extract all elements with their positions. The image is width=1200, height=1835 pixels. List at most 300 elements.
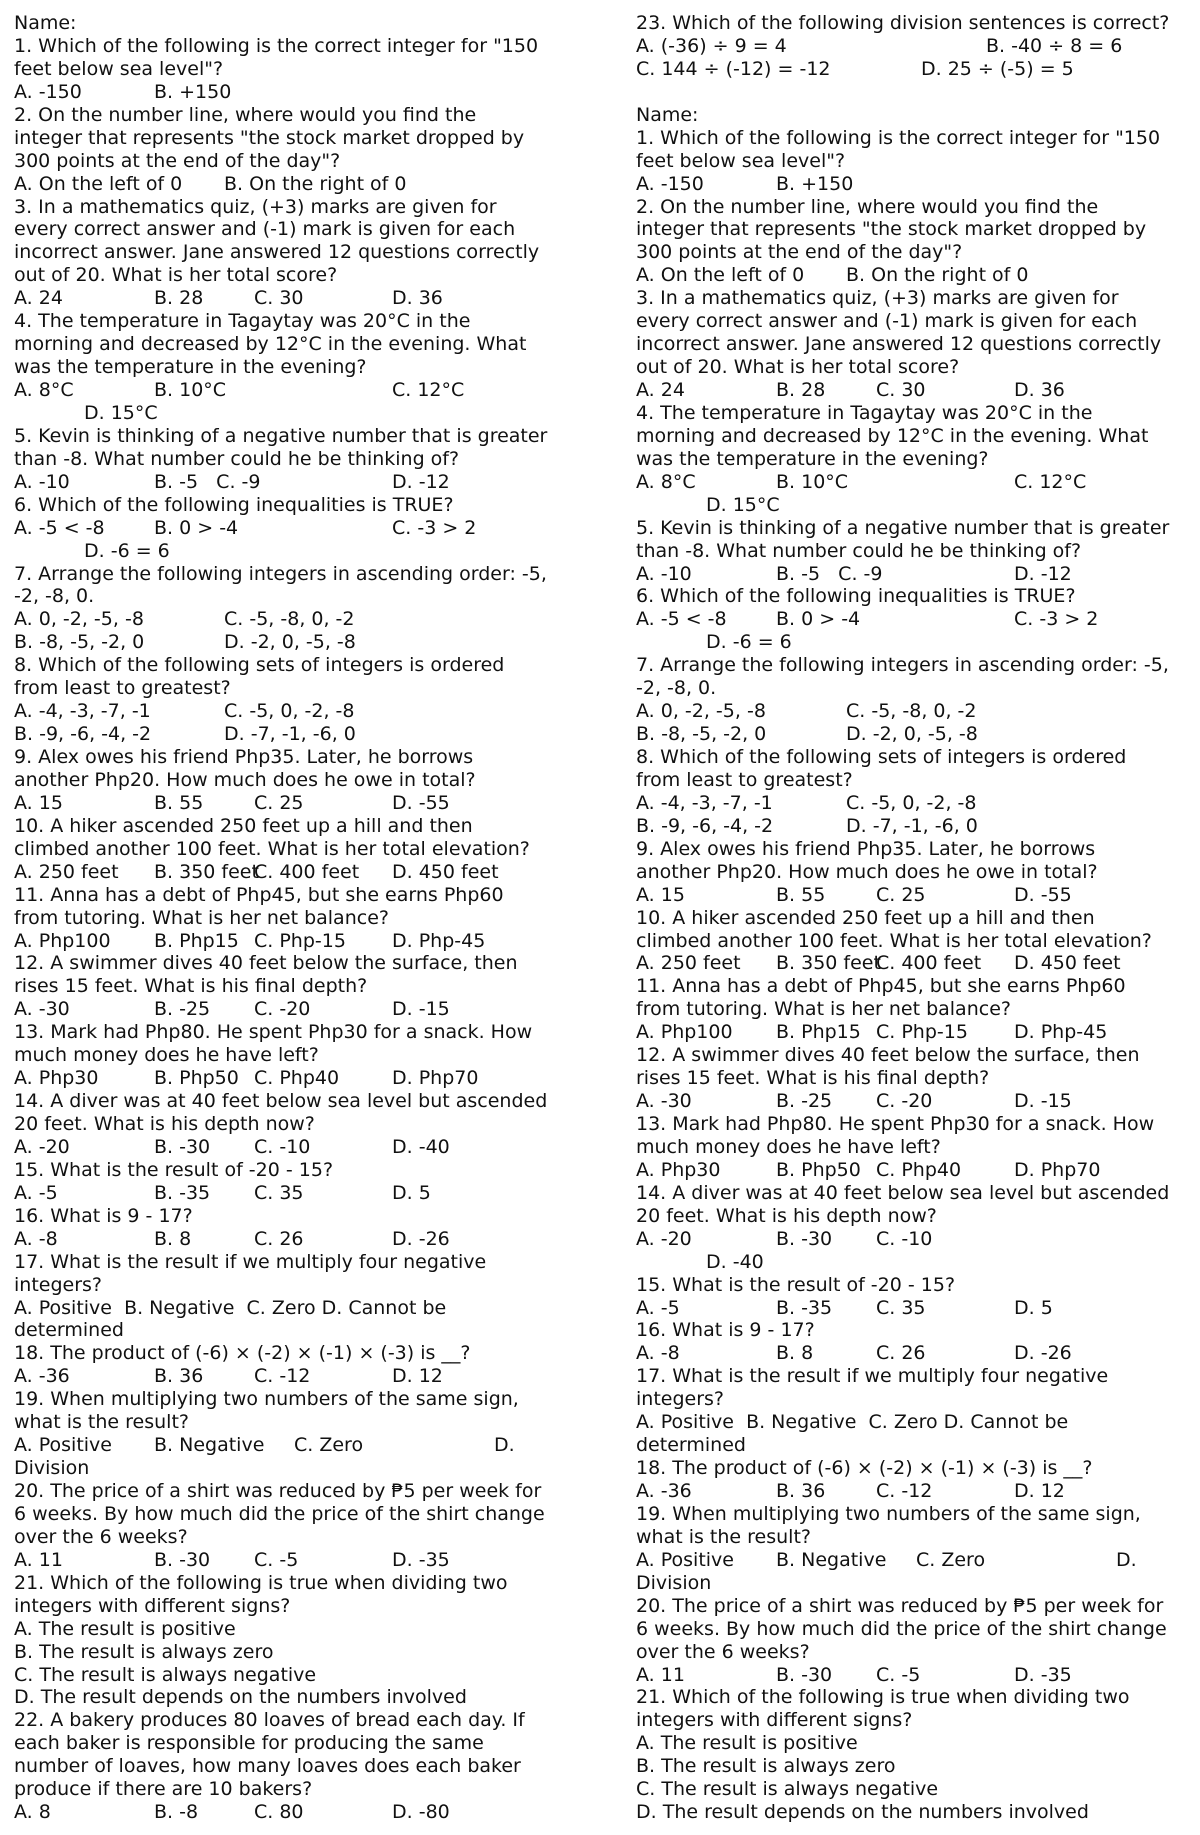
- answer-option: D. -7, -1, -6, 0: [846, 814, 978, 837]
- text-line: from tutoring. What is her net balance?: [636, 998, 1011, 1021]
- answer-options-row: [636, 1549, 1192, 1572]
- text-line: C. The result is always negative: [636, 1778, 939, 1801]
- answer-option: C. -5, -8, 0, -2: [224, 608, 355, 631]
- answer-option: B. 0 > -4: [776, 608, 861, 631]
- answer-options-row: [14, 1549, 579, 1572]
- answer-option: A. -10: [14, 470, 70, 493]
- answer-options-row: [636, 1251, 1192, 1274]
- answer-option: A. -5: [636, 1296, 680, 1319]
- answer-option: A. 250 feet: [636, 952, 741, 975]
- answer-options-row: [636, 815, 1192, 838]
- text-line: integer that represents "the stock market dropped by: [14, 126, 525, 149]
- answer-option: D. -2, 0, -5, -8: [846, 723, 978, 746]
- text-line: 13. Mark had Php80. He spent Php30 for a snack. How: [636, 1113, 1155, 1135]
- left-column: [14, 12, 579, 1824]
- answer-option: D. -40: [706, 1250, 764, 1273]
- answer-option: A. -4, -3, -7, -1: [636, 791, 773, 814]
- answer-option: B. 55: [154, 791, 204, 814]
- text-line: 4. The temperature in Tagaytay was 20°C in the: [636, 401, 1093, 424]
- text-line: 9. Alex owes his friend Php35. Later, he borrows: [636, 837, 1096, 860]
- answer-option: A. -8: [636, 1342, 680, 1365]
- answer-option: C. 35: [254, 1181, 304, 1204]
- answer-option: B. Php15: [154, 929, 239, 952]
- answer-option: D. Php70: [1014, 1158, 1101, 1181]
- answer-option: A. Php100: [14, 929, 111, 952]
- answer-option: C. 400 feet: [254, 860, 360, 883]
- answer-options-row: [14, 1801, 579, 1824]
- answer-option: D. 5: [392, 1181, 431, 1204]
- answer-option: D. 36: [392, 287, 443, 310]
- answer-option: C. Php40: [876, 1158, 962, 1181]
- answer-option: B. 350 feet: [776, 952, 881, 975]
- answer-option: C. -5, 0, -2, -8: [846, 791, 977, 814]
- answer-option: B. -35: [776, 1296, 833, 1319]
- answer-options-row: [14, 402, 579, 425]
- text-line: incorrect answer. Jane answered 12 questions correctly: [14, 241, 540, 264]
- answer-option: C. 25: [254, 791, 304, 814]
- answer-option: D. -6 = 6: [706, 631, 792, 654]
- answer-option: D. Php-45: [392, 929, 486, 952]
- text-line: 20 feet. What is his depth now?: [636, 1204, 937, 1227]
- text-line: out of 20. What is her total score?: [636, 356, 960, 379]
- answer-option: B. 0 > -4: [154, 516, 239, 539]
- text-line: 7. Arrange the following integers in ascending order: -5,: [14, 562, 547, 585]
- answer-option: D. 15°C: [706, 493, 780, 516]
- answer-option: D. -80: [392, 1801, 450, 1824]
- text-line: determined: [636, 1434, 746, 1457]
- answer-option: A. 15: [14, 791, 63, 814]
- answer-option: A. -150: [636, 172, 704, 195]
- text-line: 11. Anna has a debt of Php45, but she earns Php60: [636, 975, 1126, 998]
- answer-options-row: [636, 1228, 1192, 1251]
- answer-options-row: [14, 1136, 579, 1159]
- answer-option: B. -40 ÷ 8 = 6: [986, 34, 1123, 57]
- text-line: than -8. What number could he be thinking of?: [14, 447, 460, 470]
- text-line: another Php20. How much does he owe in total?: [14, 768, 476, 791]
- answer-options-row: [14, 379, 579, 402]
- answer-options-row: [14, 861, 579, 884]
- answer-option: A. -30: [636, 1090, 692, 1113]
- answer-options-row: [636, 173, 1192, 196]
- text-line: climbed another 100 feet. What is her total elevation?: [636, 929, 1152, 952]
- answer-options-row: [14, 540, 579, 563]
- answer-options-row: [14, 631, 579, 654]
- answer-option: D. 5: [1014, 1296, 1053, 1319]
- text-line: -2, -8, 0.: [636, 677, 717, 700]
- answer-option: C. -20: [876, 1090, 933, 1113]
- text-line: what is the result?: [636, 1525, 811, 1548]
- text-line: 1. Which of the following is the correct integer for "150: [14, 34, 539, 57]
- text-line: from least to greatest?: [636, 768, 853, 791]
- text-line: 15. What is the result of -20 - 15?: [14, 1158, 334, 1181]
- text-line: determined: [14, 1319, 124, 1342]
- answer-options-row: [14, 1182, 579, 1205]
- answer-option: A. -20: [14, 1135, 70, 1158]
- answer-option: D. -55: [1014, 883, 1072, 906]
- answer-options-row: [636, 792, 1192, 815]
- answer-option: A. -4, -3, -7, -1: [14, 700, 151, 723]
- answer-option: D. 450 feet: [1014, 952, 1121, 975]
- answer-options-row: [14, 287, 579, 310]
- answer-options-row: [636, 379, 1192, 402]
- answer-option: B. -8: [154, 1801, 199, 1824]
- text-line: 12. A swimmer dives 40 feet below the surface, then: [636, 1044, 1140, 1067]
- answer-options-row: [636, 884, 1192, 907]
- text-line: D. The result depends on the numbers involved: [14, 1686, 467, 1709]
- answer-option: B. -5 C. -9: [154, 470, 261, 493]
- text-line: -2, -8, 0.: [14, 585, 95, 608]
- answer-option: B. 10°C: [776, 470, 849, 493]
- answer-options-row: [14, 723, 579, 746]
- text-line: 10. A hiker ascended 250 feet up a hill and then: [14, 814, 473, 837]
- answer-option: D. -26: [392, 1227, 450, 1250]
- text-line: Division: [636, 1571, 712, 1594]
- answer-option: C. 35: [876, 1296, 926, 1319]
- text-line: A. The result is positive: [636, 1732, 858, 1755]
- answer-option: B. -8, -5, -2, 0: [636, 723, 767, 746]
- answer-option: A. -150: [14, 80, 82, 103]
- right-column: [636, 12, 1192, 1824]
- answer-option: C. 25: [876, 883, 926, 906]
- text-line: 9. Alex owes his friend Php35. Later, he borrows: [14, 746, 474, 768]
- answer-option: A. -20: [636, 1227, 692, 1250]
- answer-option: C. Zero: [916, 1548, 986, 1571]
- text-line: was the temperature in the evening?: [636, 447, 989, 470]
- answer-option: B. -25: [776, 1090, 833, 1113]
- answer-options-row: [636, 563, 1192, 586]
- answer-options-row: [14, 998, 579, 1021]
- answer-option: D. 25 ÷ (-5) = 5: [921, 57, 1074, 80]
- text-line: 3. In a mathematics quiz, (+3) marks are given for: [14, 195, 497, 218]
- answer-option: A. -10: [636, 562, 692, 585]
- answer-option: C. 26: [254, 1227, 304, 1250]
- answer-option: A. -36: [636, 1480, 692, 1502]
- answer-options-row: [14, 1434, 579, 1457]
- answer-options-row: [636, 952, 1192, 975]
- answer-option: C. -3 > 2: [392, 516, 477, 539]
- text-line: 6. Which of the following inequalities is TRUE?: [636, 585, 1076, 608]
- answer-option: D. -6 = 6: [84, 539, 170, 562]
- text-line: out of 20. What is her total score?: [14, 264, 338, 287]
- text-line: from tutoring. What is her net balance?: [14, 906, 389, 929]
- answer-options-row: [14, 700, 579, 723]
- answer-options-row: [14, 173, 579, 196]
- answer-option: B. Php15: [776, 1021, 861, 1044]
- answer-options-row: [636, 1090, 1192, 1113]
- answer-option: B. Negative: [776, 1548, 887, 1571]
- answer-option: A. -5 < -8: [636, 608, 727, 631]
- answer-option: C. -3 > 2: [1014, 608, 1099, 631]
- answer-options-row: [636, 1021, 1192, 1044]
- text-line: 16. What is 9 - 17?: [14, 1204, 193, 1227]
- text-line: integer that represents "the stock market dropped by: [636, 218, 1147, 241]
- answer-options-row: [636, 1480, 1192, 1503]
- answer-options-row: [636, 494, 1192, 517]
- answer-options-row: [636, 1342, 1192, 1365]
- answer-option: D. -40: [392, 1135, 450, 1158]
- answer-options-row: [636, 264, 1192, 287]
- text-line: much money does he have left?: [14, 1044, 319, 1067]
- answer-options-row: [14, 1365, 579, 1388]
- answer-options-row: [14, 81, 579, 104]
- answer-option: A. 8: [14, 1801, 51, 1824]
- text-line: another Php20. How much does he owe in total?: [636, 860, 1098, 883]
- text-line: feet below sea level"?: [636, 149, 846, 172]
- answer-option: B. 55: [776, 883, 826, 906]
- answer-option: C. -5, -8, 0, -2: [846, 700, 977, 723]
- text-line: 6. Which of the following inequalities is TRUE?: [14, 493, 454, 516]
- text-line: incorrect answer. Jane answered 12 questions correctly: [636, 333, 1162, 356]
- answer-option: B. -9, -6, -4, -2: [14, 723, 152, 746]
- text-line: 300 points at the end of the day"?: [14, 149, 341, 172]
- answer-option: B. 28: [776, 379, 826, 401]
- answer-option: D. -35: [1014, 1663, 1072, 1686]
- text-line: 2. On the number line, where would you find the: [636, 195, 1099, 218]
- answer-option: D. -7, -1, -6, 0: [224, 723, 356, 746]
- text-line: 14. A diver was at 40 feet below sea level but ascended: [14, 1090, 548, 1113]
- answer-option: C. -5: [254, 1548, 299, 1571]
- answer-options-row: [14, 792, 579, 815]
- answer-option: B. -25: [154, 998, 211, 1021]
- answer-option: D. -15: [1014, 1090, 1072, 1113]
- answer-options-row: [636, 723, 1192, 746]
- answer-options-row: [636, 631, 1192, 654]
- answer-option: A. -5 < -8: [14, 516, 105, 539]
- answer-option: D. -26: [1014, 1342, 1072, 1365]
- text-line: A. The result is positive: [14, 1617, 236, 1640]
- text-line: 8. Which of the following sets of integers is ordered: [636, 746, 1127, 768]
- answer-options-row: [14, 608, 579, 631]
- answer-option: A. Php100: [636, 1021, 733, 1044]
- answer-option: A. On the left of 0: [636, 264, 805, 287]
- answer-options-row: [636, 700, 1192, 723]
- answer-option: A. 8°C: [636, 470, 696, 493]
- text-line: 8. Which of the following sets of integers is ordered: [14, 654, 505, 677]
- answer-option: A. Positive: [636, 1548, 734, 1571]
- text-line: 19. When multiplying two numbers of the same sign,: [14, 1388, 519, 1411]
- answer-option: A. -36: [14, 1365, 70, 1388]
- text-line: was the temperature in the evening?: [14, 356, 367, 379]
- answer-option: D. 450 feet: [392, 860, 499, 883]
- answer-option: D. -2, 0, -5, -8: [224, 631, 356, 654]
- answer-option: B. -8, -5, -2, 0: [14, 631, 145, 654]
- answer-option: C. -10: [254, 1135, 311, 1158]
- text-line: B. The result is always zero: [14, 1640, 274, 1663]
- answer-option: D. 15°C: [84, 401, 158, 424]
- text-line: 5. Kevin is thinking of a negative number that is greater: [636, 516, 1170, 539]
- text-line: integers with different signs?: [636, 1709, 913, 1732]
- answer-option: A. Php30: [14, 1067, 99, 1090]
- text-line: each baker is responsible for producing the same: [14, 1732, 484, 1755]
- answer-option: B. 8: [154, 1227, 192, 1250]
- text-line: 6 weeks. By how much did the price of the shirt change: [14, 1502, 545, 1525]
- answer-options-row: [636, 1664, 1192, 1687]
- answer-option: D. Php70: [392, 1067, 479, 1090]
- answer-option: B. Php50: [154, 1067, 239, 1090]
- answer-option: C. 12°C: [392, 379, 465, 401]
- answer-option: B. -30: [776, 1227, 833, 1250]
- answer-option: B. +150: [154, 80, 232, 103]
- text-line: 17. What is the result if we multiply four negative: [636, 1365, 1109, 1388]
- text-line: Division: [14, 1457, 90, 1480]
- answer-option: C. 30: [876, 379, 926, 401]
- text-line: rises 15 feet. What is his final depth?: [636, 1067, 990, 1090]
- text-line: 16. What is 9 - 17?: [636, 1319, 815, 1342]
- text-line: 4. The temperature in Tagaytay was 20°C in the: [14, 310, 471, 333]
- answer-option: A. 8°C: [14, 379, 74, 401]
- answer-option: B. Negative: [154, 1434, 265, 1457]
- answer-option: D.: [1116, 1548, 1137, 1571]
- answer-option: A. Positive: [14, 1434, 112, 1457]
- text-line: morning and decreased by 12°C in the evening. What: [14, 333, 527, 356]
- answer-option: B. -30: [154, 1135, 211, 1158]
- answer-option: C. Zero: [294, 1434, 364, 1457]
- text-line: D. The result depends on the numbers involved: [636, 1801, 1089, 1824]
- answer-option: A. 24: [14, 287, 63, 310]
- answer-option: B. -5 C. -9: [776, 562, 883, 585]
- answer-options-row: [14, 471, 579, 494]
- text-line: number of loaves, how many loaves does each baker: [14, 1755, 521, 1778]
- answer-option: A. (-36) ÷ 9 = 4: [636, 34, 787, 57]
- answer-option: C. 400 feet: [876, 952, 982, 975]
- text-line: morning and decreased by 12°C in the evening. What: [636, 424, 1149, 447]
- answer-options-row: [14, 930, 579, 953]
- text-line: 21. Which of the following is true when dividing two: [636, 1686, 1130, 1709]
- answer-option: B. +150: [776, 172, 854, 195]
- answer-option: C. -12: [876, 1480, 933, 1502]
- answer-option: B. On the right of 0: [224, 172, 407, 195]
- answer-option: D. 12: [392, 1365, 443, 1388]
- text-line: 20. The price of a shirt was reduced by ₱5 per week for: [636, 1594, 1164, 1617]
- answer-option: B. -30: [154, 1548, 211, 1571]
- answer-option: D. -15: [392, 998, 450, 1021]
- answer-option: C. 80: [254, 1801, 304, 1824]
- text-line: 18. The product of (-6) × (-2) × (-1) × (-3) is __?: [636, 1457, 1093, 1480]
- text-line: [636, 81, 1192, 104]
- answer-option: B. -30: [776, 1663, 833, 1686]
- answer-option: A. 15: [636, 883, 685, 906]
- text-line: 3. In a mathematics quiz, (+3) marks are given for: [636, 287, 1119, 310]
- answer-option: A. 0, -2, -5, -8: [14, 608, 144, 631]
- name-label: Name:: [14, 12, 77, 34]
- answer-option: C. Php-15: [254, 929, 346, 952]
- text-line: than -8. What number could he be thinking of?: [636, 539, 1082, 562]
- text-line: 21. Which of the following is true when dividing two: [14, 1571, 508, 1594]
- text-line: 23. Which of the following division sentences is correct?: [636, 12, 1170, 34]
- answer-option: B. 36: [776, 1480, 826, 1502]
- text-line: 300 points at the end of the day"?: [636, 241, 963, 264]
- answer-option: B. On the right of 0: [846, 264, 1029, 287]
- text-line: 19. When multiplying two numbers of the same sign,: [636, 1502, 1141, 1525]
- answer-options-row: [14, 1228, 579, 1251]
- text-line: A. Positive B. Negative C. Zero D. Cannot be: [636, 1411, 1069, 1434]
- text-line: A. Positive B. Negative C. Zero D. Cannot be: [14, 1296, 447, 1319]
- text-line: C. The result is always negative: [14, 1663, 317, 1686]
- text-line: climbed another 100 feet. What is her total elevation?: [14, 837, 530, 860]
- text-line: 5. Kevin is thinking of a negative number that is greater: [14, 424, 548, 447]
- text-line: 6 weeks. By how much did the price of the shirt change: [636, 1617, 1167, 1640]
- text-line: integers with different signs?: [14, 1594, 291, 1617]
- answer-option: A. 11: [14, 1548, 63, 1571]
- answer-option: C. -20: [254, 998, 311, 1021]
- text-line: 14. A diver was at 40 feet below sea level but ascended: [636, 1181, 1170, 1204]
- answer-option: D. -35: [392, 1548, 450, 1571]
- answer-option: B. 36: [154, 1365, 204, 1388]
- answer-option: C. -10: [876, 1227, 933, 1250]
- text-line: 17. What is the result if we multiply four negative: [14, 1250, 487, 1273]
- answer-option: C. -5: [876, 1663, 921, 1686]
- text-line: over the 6 weeks?: [14, 1525, 188, 1548]
- answer-options-row: [636, 1159, 1192, 1182]
- answer-option: B. -9, -6, -4, -2: [636, 814, 774, 837]
- text-line: feet below sea level"?: [14, 57, 224, 80]
- text-line: much money does he have left?: [636, 1135, 941, 1158]
- text-line: 20. The price of a shirt was reduced by ₱5 per week for: [14, 1480, 542, 1502]
- text-line: 22. A bakery produces 80 loaves of bread each day. If: [14, 1709, 525, 1732]
- answer-option: A. -30: [14, 998, 70, 1021]
- answer-options-row: [14, 1067, 579, 1090]
- text-line: 10. A hiker ascended 250 feet up a hill and then: [636, 906, 1095, 929]
- text-line: produce if there are 10 bakers?: [14, 1778, 313, 1801]
- answer-option: C. -5, 0, -2, -8: [224, 700, 355, 723]
- answer-options-row: [636, 1297, 1192, 1320]
- answer-option: A. -8: [14, 1227, 58, 1250]
- answer-option: A. 11: [636, 1663, 685, 1686]
- answer-option: A. 250 feet: [14, 860, 119, 883]
- answer-option: A. -5: [14, 1181, 58, 1204]
- answer-option: B. 8: [776, 1342, 814, 1365]
- text-line: 20 feet. What is his depth now?: [14, 1113, 315, 1135]
- answer-options-row: [636, 58, 1192, 81]
- text-line: rises 15 feet. What is his final depth?: [14, 975, 368, 998]
- text-line: every correct answer and (-1) mark is given for each: [14, 218, 516, 241]
- answer-option: D. Php-45: [1014, 1021, 1108, 1044]
- text-line: 12. A swimmer dives 40 feet below the surface, then: [14, 952, 518, 975]
- answer-options-row: [636, 608, 1192, 631]
- answer-option: D. 12: [1014, 1480, 1065, 1502]
- answer-options-row: [636, 471, 1192, 494]
- answer-option: D. -12: [392, 470, 450, 493]
- answer-option: B. -35: [154, 1181, 211, 1204]
- text-line: integers?: [14, 1273, 103, 1296]
- text-line: 2. On the number line, where would you find the: [14, 103, 477, 126]
- text-line: 7. Arrange the following integers in ascending order: -5,: [636, 654, 1169, 677]
- answer-option: C. -12: [254, 1365, 311, 1388]
- text-line: integers?: [636, 1388, 725, 1411]
- answer-option: A. 0, -2, -5, -8: [636, 700, 766, 723]
- answer-option: C. Php40: [254, 1067, 340, 1090]
- answer-option: C. Php-15: [876, 1021, 968, 1044]
- answer-option: B. 350 feet: [154, 860, 259, 883]
- text-line: 15. What is the result of -20 - 15?: [636, 1273, 956, 1296]
- answer-option: A. On the left of 0: [14, 172, 183, 195]
- answer-option: B. 28: [154, 287, 204, 310]
- text-line: what is the result?: [14, 1411, 189, 1434]
- answer-option: B. 10°C: [154, 379, 227, 401]
- answer-option: B. Php50: [776, 1158, 861, 1181]
- text-line: 1. Which of the following is the correct integer for "150: [636, 126, 1161, 149]
- text-line: over the 6 weeks?: [636, 1640, 810, 1663]
- text-line: from least to greatest?: [14, 677, 231, 700]
- text-line: B. The result is always zero: [636, 1755, 896, 1778]
- text-line: 18. The product of (-6) × (-2) × (-1) × (-3) is __?: [14, 1342, 471, 1365]
- answer-option: D.: [494, 1434, 515, 1457]
- text-line: every correct answer and (-1) mark is given for each: [636, 310, 1138, 333]
- answer-options-row: [636, 35, 1192, 58]
- answer-option: C. 144 ÷ (-12) = -12: [636, 57, 831, 80]
- answer-option: D. -55: [392, 791, 450, 814]
- answer-option: C. 26: [876, 1342, 926, 1365]
